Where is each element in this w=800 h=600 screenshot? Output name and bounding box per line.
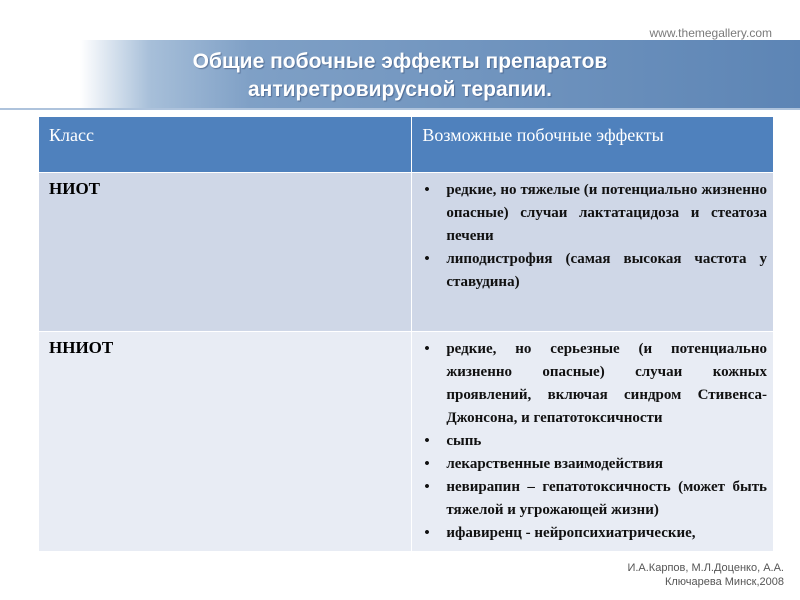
effects-list	[422, 179, 767, 294]
effect-text: редкие, но серьезные (и потенциально жизненно опасные) случаи кожных проявлений, включая синдром Стивенса-Джонсона, и гепатотоксичности	[446, 341, 767, 426]
list-item	[422, 338, 767, 430]
bullet-icon: •	[424, 456, 430, 472]
site-url: www.themegallery.com	[649, 26, 772, 40]
class-cell: ННИОТ	[39, 332, 412, 552]
list-item	[422, 179, 767, 248]
table-header-row	[39, 117, 774, 173]
footer-credit-line-1: И.А.Карпов, М.Л.Доценко, А.А.	[627, 562, 784, 574]
list-item	[422, 453, 767, 476]
header-effects: Возможные побочные эффекты	[412, 117, 774, 173]
list-item	[422, 430, 767, 453]
slide-title-line-1: Общие побочные эффекты препаратов	[192, 50, 608, 73]
footer-credit-line-2: Ключарева Минск,2008	[664, 576, 784, 588]
bullet-icon: •	[424, 182, 430, 198]
effect-text: лекарственные взаимодействия	[446, 456, 663, 472]
effects-list	[422, 338, 767, 545]
effect-text: редкие, но тяжелые (и потенциально жизненно опасные) случаи лактатацидоза и стеатоза печени	[446, 182, 767, 244]
list-item	[422, 522, 767, 545]
bullet-icon: •	[424, 251, 430, 267]
effect-text: ифавиренц - нейропсихиатрические,	[446, 525, 696, 541]
footer-credit	[564, 561, 784, 589]
list-item	[422, 248, 767, 294]
bullet-icon: •	[424, 479, 430, 495]
class-cell: НИОТ	[39, 173, 412, 332]
side-effects-table	[38, 116, 774, 552]
slide-title-line-2: антиретровирусной терапии.	[248, 78, 552, 101]
effects-cell	[412, 332, 774, 552]
effect-text: сыпь	[446, 433, 482, 449]
table-row	[39, 173, 774, 332]
effect-text: липодистрофия (самая высокая частота у ставудина)	[446, 251, 767, 290]
bullet-icon: •	[424, 433, 430, 449]
slide-title	[0, 48, 800, 104]
list-item	[422, 476, 767, 522]
effect-text: невирапин – гепатотоксичность (может быть тяжелой и угрожающей жизни)	[446, 479, 767, 518]
effects-cell	[412, 173, 774, 332]
table-row	[39, 332, 774, 552]
bullet-icon: •	[424, 341, 430, 357]
bullet-icon: •	[424, 525, 430, 541]
header-class: Класс	[39, 117, 412, 173]
